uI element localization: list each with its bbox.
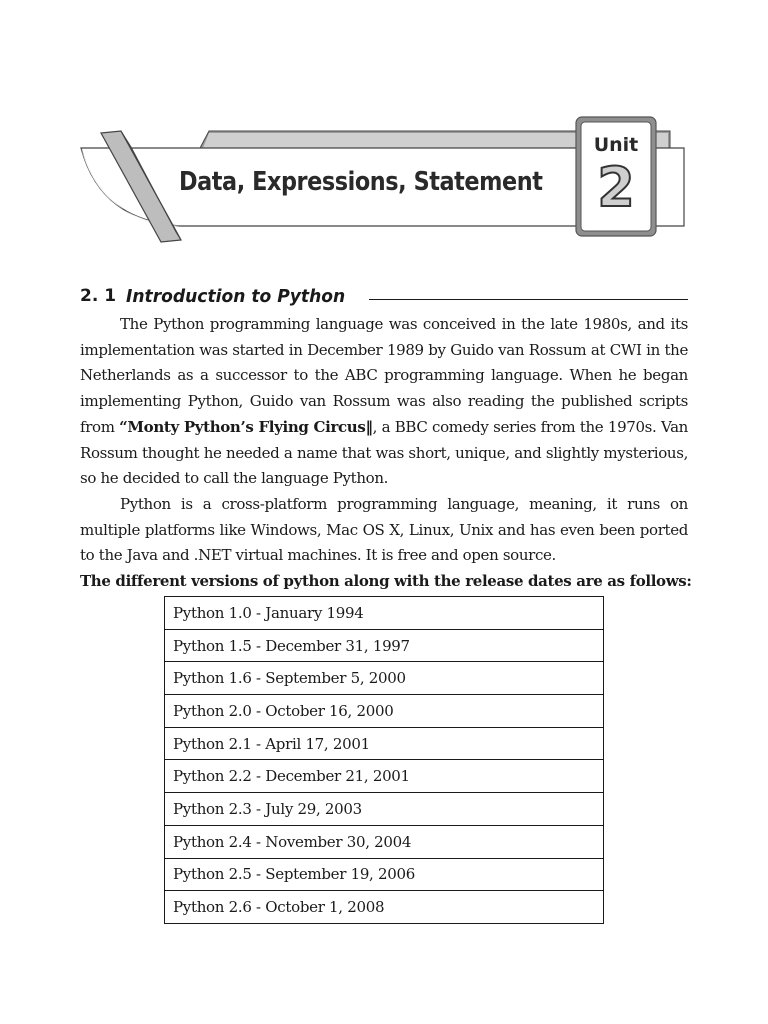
version-cell: Python 2.2 - December 21, 2001 xyxy=(165,760,604,793)
table-row xyxy=(165,597,604,630)
section-divider xyxy=(369,299,688,300)
section-number: 2. 1 xyxy=(80,286,117,306)
table-row xyxy=(165,629,604,662)
version-cell: Python 1.0 - January 1994 xyxy=(165,597,604,630)
versions-heading: The different versions of python along with the release dates are as follows: xyxy=(80,572,692,590)
unit-label: Unit xyxy=(593,134,639,156)
table-row xyxy=(165,793,604,826)
paragraph-platforms: Python is a cross-platform programming language, meaning, it runs on multiple platforms like Windows, Mac OS X, Linux, Unix and has even been ported to the Java and .NET virtual machines. It is free and open source. xyxy=(80,494,688,565)
table-row xyxy=(165,858,604,891)
unit-number: 2 xyxy=(597,156,635,219)
chapter-title: Data, Expressions, Statement xyxy=(179,167,543,197)
chapter-banner xyxy=(0,0,768,260)
version-cell: Python 2.4 - November 30, 2004 xyxy=(165,825,604,858)
table-row xyxy=(165,662,604,695)
section-title: Introduction to Python xyxy=(126,285,346,307)
version-cell: Python 1.5 - December 31, 1997 xyxy=(165,629,604,662)
table-row xyxy=(165,891,604,924)
section-heading xyxy=(80,283,688,309)
versions-table xyxy=(164,596,604,924)
table-row xyxy=(165,695,604,728)
version-cell: Python 2.0 - October 16, 2000 xyxy=(165,695,604,728)
paragraph-history-bold: “Monty Python’s Flying Circus‖ xyxy=(119,417,373,436)
paragraph-history-text-2: , a BBC comedy series from the 1970s. Van Rossum thought he needed a name that was short, unique, and slightly mysterious, so he decided to call the language Python. xyxy=(80,417,688,488)
table-row xyxy=(165,760,604,793)
table-row xyxy=(165,727,604,760)
version-cell: Python 2.6 - October 1, 2008 xyxy=(165,891,604,924)
version-cell: Python 2.1 - April 17, 2001 xyxy=(165,727,604,760)
banner-ribbon-graphic xyxy=(0,0,768,260)
body-text xyxy=(80,312,688,569)
table-row xyxy=(165,825,604,858)
version-cell: Python 2.3 - July 29, 2003 xyxy=(165,793,604,826)
version-cell: Python 2.5 - September 19, 2006 xyxy=(165,858,604,891)
paragraph-history xyxy=(80,312,688,492)
version-cell: Python 1.6 - September 5, 2000 xyxy=(165,662,604,695)
paragraph-history-text-1: The Python programming language was conceived in the late 1980s, and its implementation was started in December 1989 by Guido van Rossum at CWI in the Netherlands as a successor to the ABC programming language. When he began implementing Python, Guido van Rossum was also reading the published scripts from xyxy=(80,315,688,436)
